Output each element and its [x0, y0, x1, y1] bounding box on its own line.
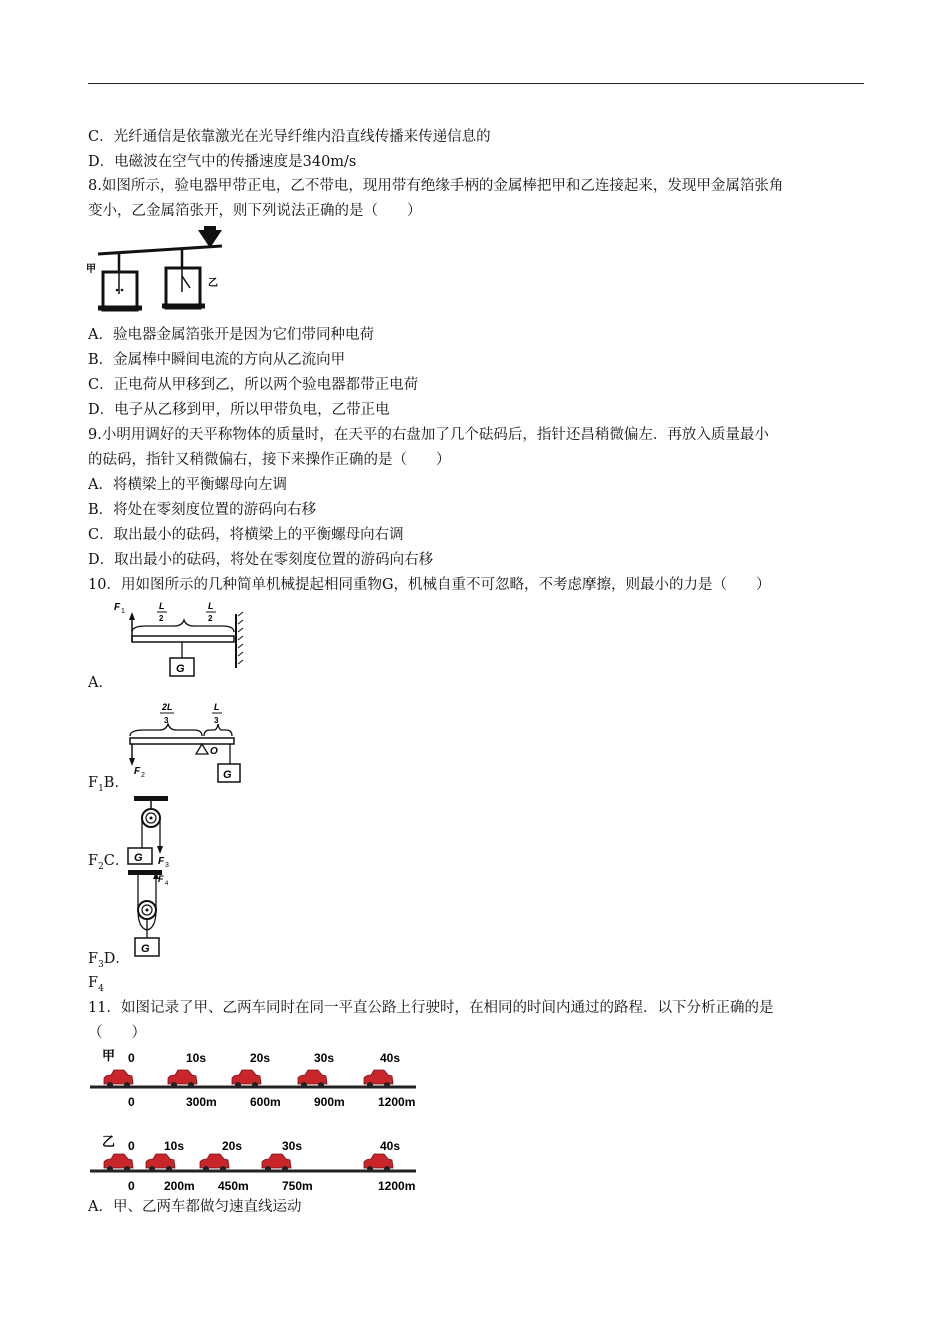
jia-time-0: 0 — [128, 1051, 135, 1065]
car-jia-10s — [168, 1070, 197, 1088]
yi-time-30s: 30s — [282, 1139, 303, 1153]
car-yi-0 — [104, 1154, 133, 1172]
q10-label-a: A． — [88, 675, 113, 691]
yi-dist-1200m: 1200m — [378, 1179, 416, 1193]
yi-time-20s: 20s — [222, 1139, 243, 1153]
q9-option-a: A．将横梁上的平衡螺母向左调 — [88, 477, 287, 493]
svg-text:F: F — [158, 856, 165, 867]
yi-time-40s: 40s — [380, 1139, 401, 1153]
jia-dist-600m: 600m — [250, 1095, 281, 1109]
svg-text:G: G — [141, 943, 150, 955]
svg-text:L: L — [208, 601, 214, 611]
jia-time-20s: 20s — [250, 1051, 271, 1065]
jia-time-40s: 40s — [380, 1051, 401, 1065]
svg-text:3: 3 — [165, 862, 169, 868]
yi-dist-450m: 450m — [218, 1179, 249, 1193]
header-rule — [88, 83, 864, 84]
jia-time-10s: 10s — [186, 1051, 207, 1065]
q8-stem-line2: 变小，乙金属箔张开，则下列说法正确的是（ ） — [88, 203, 422, 219]
svg-text:L: L — [214, 702, 220, 712]
svg-text:G: G — [223, 769, 232, 781]
yi-dist-200m: 200m — [164, 1179, 195, 1193]
q9-option-b: B．将处在零刻度位置的游码向右移 — [88, 502, 317, 518]
jia-dist-0: 0 — [128, 1095, 135, 1109]
car-yi-label: 乙 — [102, 1134, 116, 1149]
car-jia-label: 甲 — [102, 1048, 116, 1063]
q7-option-c: C．光纤通信是依靠激光在光导纤维内沿直线传播来传递信息的 — [88, 129, 491, 145]
car-yi-20s — [200, 1154, 229, 1172]
svg-text:F: F — [114, 602, 121, 613]
q9-option-d: D．取出最小的砝码，将处在零刻度位置的游码向右移 — [88, 552, 434, 568]
q9-stem-line1: 9.小明用调好的天平称物体的质量时，在天平的右盘加了几个砝码后，指针还昌稍微偏左．再放入质量最小 — [88, 427, 769, 443]
svg-text:F: F — [158, 874, 164, 884]
car-jia-20s — [232, 1070, 261, 1088]
q7-option-d: D．电磁波在空气中的传播速度是340m/s — [88, 154, 357, 170]
jia-dist-1200m: 1200m — [378, 1095, 416, 1109]
q9-option-c: C．取出最小的砝码，将横梁上的平衡螺母向右调 — [88, 527, 404, 543]
q9-stem-line2: 的砝码，指针又稍微偏右，接下来操作正确的是（ ） — [88, 452, 451, 468]
svg-text:O: O — [210, 746, 218, 757]
car-jia-0 — [104, 1070, 133, 1088]
car-jia-40s — [364, 1070, 393, 1088]
yi-dist-750m: 750m — [282, 1179, 313, 1193]
yi-time-10s: 10s — [164, 1139, 185, 1153]
q11-stem-line2: （ ） — [88, 1025, 146, 1041]
svg-text:2L: 2L — [162, 702, 173, 712]
svg-text:3: 3 — [214, 716, 219, 725]
svg-text:G: G — [134, 852, 143, 864]
fig-label-yi: 乙 — [208, 278, 218, 289]
car-motion-figure — [86, 1044, 426, 1200]
svg-text:F: F — [134, 766, 141, 777]
q8-stem-line1: 8.如图所示，验电器甲带正电，乙不带电，现用带有绝缘手柄的金属棒把甲和乙连接起来，发现甲金属箔张角 — [88, 178, 784, 194]
svg-text:G: G — [176, 663, 185, 675]
q8-option-b: B．金属棒中瞬间电流的方向从乙流向甲 — [88, 352, 346, 368]
svg-text:4: 4 — [165, 881, 169, 887]
lever-figure-a — [110, 598, 250, 678]
car-yi-40s — [364, 1154, 393, 1172]
q10-label-d: $F_3D$． — [88, 951, 130, 970]
q11-stem-line1: 11．如图记录了甲、乙两车同时在同一平直公路上行驶时，在相同的时间内通过的路程．以下分析正确的是 — [88, 1000, 774, 1016]
svg-text:2: 2 — [159, 614, 164, 623]
svg-text:L: L — [159, 601, 165, 611]
svg-text:2: 2 — [208, 614, 213, 623]
car-jia-30s — [298, 1070, 327, 1088]
q10-label-b: $F_1B$． — [88, 775, 129, 794]
car-yi-10s — [146, 1154, 175, 1172]
electroscope-figure — [86, 226, 226, 318]
q10-stem: 10．用如图所示的几种简单机械提起相同重物G，机械自重不可忽略，不考虑摩擦，则最小的力是（ ） — [88, 577, 771, 593]
lever-figure-b — [120, 698, 250, 788]
q8-option-a: A．验电器金属箔张开是因为它们带同种电荷 — [88, 327, 374, 343]
car-yi-30s — [262, 1154, 291, 1172]
jia-dist-300m: 300m — [186, 1095, 217, 1109]
yi-time-0: 0 — [128, 1139, 135, 1153]
jia-dist-900m: 900m — [314, 1095, 345, 1109]
jia-time-30s: 30s — [314, 1051, 335, 1065]
pulley-figure-c — [122, 796, 182, 868]
svg-text:1: 1 — [121, 608, 125, 615]
svg-text:2: 2 — [141, 772, 145, 779]
q8-option-d: D．电子从乙移到甲，所以甲带负电，乙带正电 — [88, 402, 390, 418]
svg-text:3: 3 — [164, 716, 169, 725]
q11-option-a: A．甲、乙两车都做匀速直线运动 — [88, 1199, 302, 1215]
yi-dist-0: 0 — [128, 1179, 135, 1193]
q8-option-c: C．正电荷从甲移到乙，所以两个验电器都带正电荷 — [88, 377, 419, 393]
jia-time-labels — [128, 1051, 400, 1065]
q10-label-c: $F_2C$． — [88, 853, 130, 872]
fig-label-jia: 甲 — [86, 264, 96, 275]
q10-label-f4: $F_4$ — [88, 975, 104, 994]
